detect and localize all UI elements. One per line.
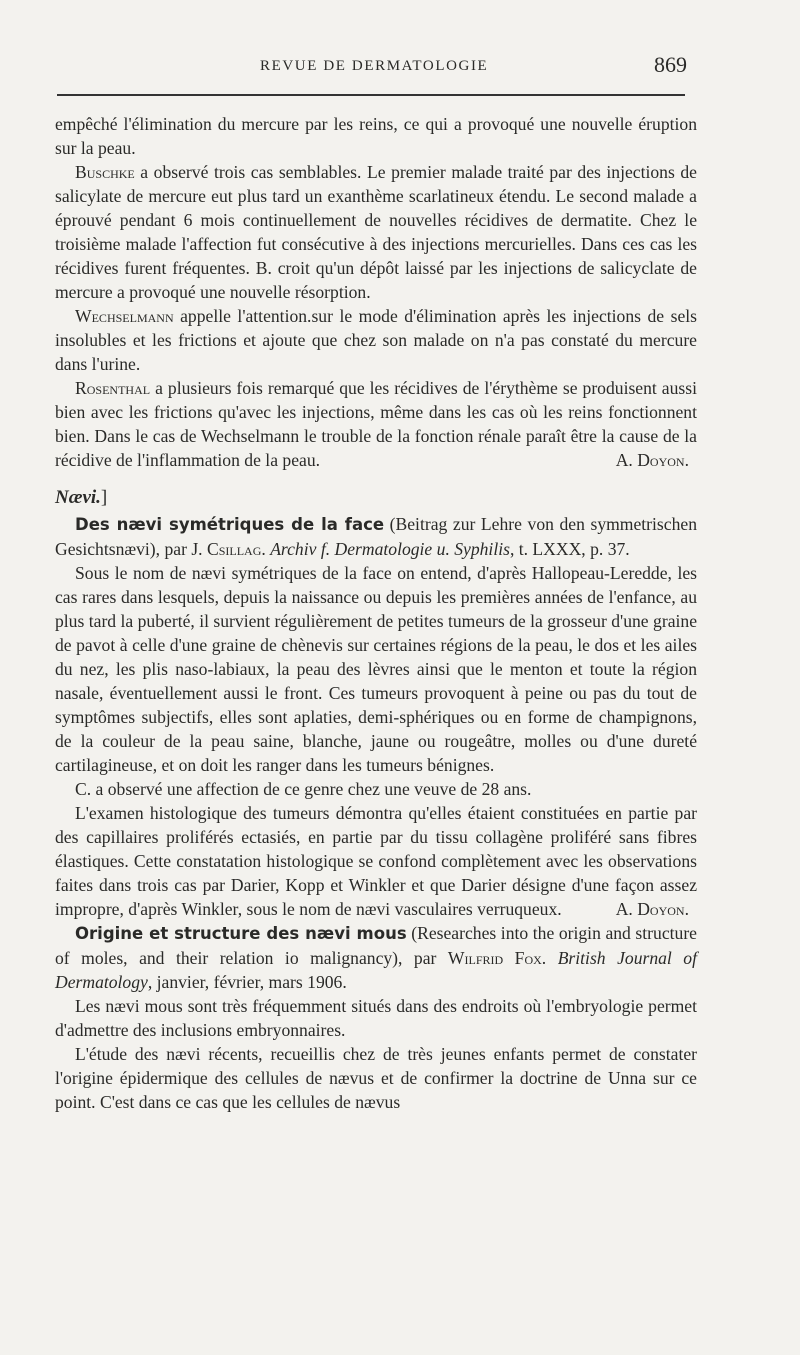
section-mark: ] xyxy=(100,487,108,508)
paragraph-text: a observé trois cas semblables. Le premier malade traité par des injections de salicylate de mercure eut plus tard un exanthème scarlatineux étendu. Le second malade a éprouvé pendant 6 mois continuellement de nouvelles récidives de dermatite. Chez le troisième malade l'affection fut consécutive à des injections mercurielles. Dans ces cas les récidives furent fréquentes. B. croit qu'un dépôt laissé par les injections de salicyclate de mercure a provoqué une nouvelle résorption. xyxy=(55,162,697,302)
paragraph xyxy=(55,801,697,921)
reference-text: . xyxy=(261,539,271,559)
article-reference xyxy=(55,512,697,561)
article-title: Origine et structure des nævi mous xyxy=(75,924,407,943)
paragraph-text: appelle l'attention.sur le mode d'élimination après les injections de sels insolubles et les frictions et ajoute que chez son malade on n'a pas constaté du mercure dans l'urine. xyxy=(55,306,697,374)
author-name: Rosenthal xyxy=(75,378,151,398)
reference-text: (Beitrag zur Lehre von den symmetrischen Gesichtsnævi), par J. xyxy=(55,514,697,559)
paragraph-rosenthal xyxy=(55,376,697,472)
author-name: Wilfrid Fox xyxy=(447,948,542,968)
reference-text: , janvier, février, mars 1906. xyxy=(147,972,347,992)
journal-name: British Journal of Dermatology xyxy=(55,948,697,992)
paragraph-buschke xyxy=(55,160,697,304)
paragraph: Les nævi mous sont très fréquemment situés dans des endroits où l'embryologie permet d'admettre des inclusions embryonnaires. xyxy=(55,996,697,1040)
running-title: REVUE DE DERMATOLOGIE xyxy=(260,58,489,74)
header-rule xyxy=(57,94,685,96)
reference-text: , t. LXXX, p. 37. xyxy=(509,539,630,559)
paragraph: C. a observé une affection de ce genre chez une veuve de 28 ans. xyxy=(75,779,532,799)
article-title: Des nævi symétriques de la face xyxy=(75,515,385,534)
section-heading xyxy=(55,486,697,510)
reference-text: (Researches into the origin and structure of moles, and their relation io malignancy), par xyxy=(55,923,697,968)
paragraph: Sous le nom de nævi symétriques de la face on entend, d'après Hallopeau-Leredde, les cas rares dans lesquels, depuis la naissance ou depuis les premières années de l'enfance, au plus tard la puberté, il survient régulièrement de petites tumeurs de la grosseur d'une graine de pavot à celle d'une graine de chènevis sur certaines régions de la peau, le dos et les ailes du nez, les plis naso-labiaux, la peau des lèvres ainsi que le menton et toute la région nasale, éventuellement aussi le front. Ces tumeurs provoquent à peine ou pas du tout de symptômes subjectifs, elles sont aplaties, demi-sphériques ou en forme de champignons, de la couleur de la peau saine, blanche, jaune ou rougeâtre, molles ou d'une dureté cartilagineuse, et on doit les ranger dans les tumeurs bénignes. xyxy=(55,563,697,775)
article-reference xyxy=(55,921,697,994)
reference-text: . xyxy=(541,948,558,968)
paragraph-wechselmann xyxy=(55,304,697,376)
paragraph-text: L'examen histologique des tumeurs démontra qu'elles étaient constituées en partie par des capillaires proliférés ectasiés, en partie par du tissu collagène proliféré sans fibres élastiques. Cette constatation histologique se confond complètement avec les observations faites dans trois cas par Darier, Kopp et Winkler et que Darier désigne d'une façon assez impropre, d'après Winkler, sous le nom de nævi vasculaires verruqueux. xyxy=(55,803,697,919)
author-name: Wechselmann xyxy=(75,306,174,326)
signature: A. Doyon. xyxy=(615,899,689,919)
paragraph-text: a plusieurs fois remarqué que les récidives de l'érythème se produisent aussi bien avec les frictions qu'avec les injections, même dans les cas où les reins fonctionnent bien. Dans le cas de Wechselmann le trouble de la fonction rénale paraît être la cause de la récidive de l'inflammation de la peau. xyxy=(55,378,697,470)
signature: A. Doyon. xyxy=(615,450,689,470)
paragraph-continuation: empêché l'élimination du mercure par les reins, ce qui a provoqué une nouvelle éruption sur la peau. xyxy=(55,114,697,158)
author-name: Csillag xyxy=(206,539,262,559)
page-header xyxy=(55,52,695,86)
journal-name: Archiv f. Dermatologie u. Syphilis xyxy=(270,539,510,559)
body-text xyxy=(55,112,697,1114)
paragraph: L'étude des nævi récents, recueillis chez de très jeunes enfants permet de constater l'origine épidermique des cellules de nævus et de confirmer la doctrine de Unna sur ce point. C'est dans ce cas que les cellules de nævus xyxy=(55,1044,697,1112)
author-name: Buschke xyxy=(75,162,135,182)
page-number: 869 xyxy=(654,52,687,77)
section-title: Nævi. xyxy=(55,487,101,508)
